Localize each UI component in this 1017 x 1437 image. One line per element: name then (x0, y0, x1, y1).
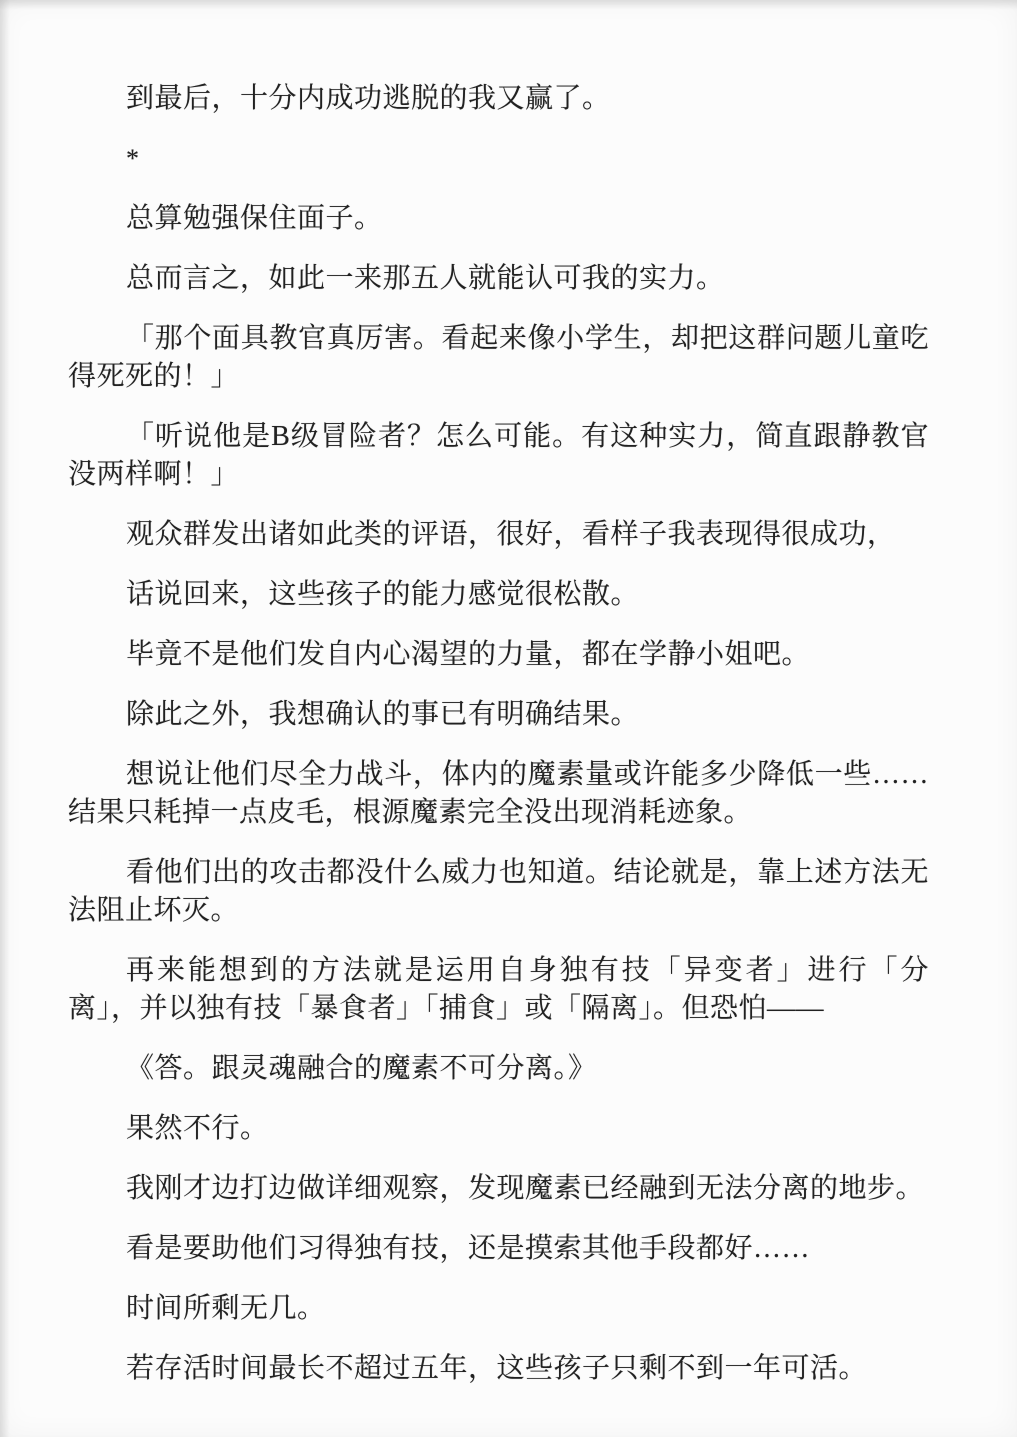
paragraph-18: 时间所剩无几。 (126, 1293, 326, 1324)
paragraph-8: 话说回来，这些孩子的能力感觉很松散。 (126, 579, 640, 610)
paragraph-11: 想说让他们尽全力战斗，体内的魔素量或许能多少降低一些……结果只耗掉一点皮毛，根源魔素完全没出现消耗迹象。 (68, 759, 929, 828)
paragraph-1: 到最后，十分内成功逃脱的我又赢了。 (126, 83, 611, 114)
paragraph-14-system-message: 《答。跟灵魂融合的魔素不可分离。》 (126, 1053, 597, 1084)
paragraph-15: 果然不行。 (126, 1113, 269, 1144)
paragraph-16: 我刚才边打边做详细观察，发现魔素已经融到无法分离的地步。 (126, 1173, 925, 1204)
paragraph-19: 若存活时间最长不超过五年，这些孩子只剩不到一年可活。 (126, 1353, 868, 1384)
paragraph-7: 观众群发出诸如此类的评语，很好，看样子我表现得很成功， (126, 519, 896, 550)
paragraph-6-dialogue: 「听说他是B级冒险者？怎么可能。有这种实力，简直跟静教官没两样啊！」 (68, 421, 929, 490)
section-separator: * (126, 144, 140, 173)
paragraph-4: 总而言之，如此一来那五人就能认可我的实力。 (126, 263, 725, 294)
paragraph-5-dialogue: 「那个面具教官真厉害。看起来像小学生，却把这群问题儿童吃得死死的！」 (68, 323, 929, 392)
paragraph-13: 再来能想到的方法就是运用自身独有技「异变者」进行「分离」，并以独有技「暴食者」「捕食」或「隔离」。但恐怕—— (68, 955, 929, 1024)
paragraph-12: 看他们出的攻击都没什么威力也知道。结论就是，靠上述方法无法阻止坏灭。 (68, 857, 929, 926)
paragraph-17: 看是要助他们习得独有技，还是摸索其他手段都好…… (126, 1233, 811, 1264)
paragraph-3: 总算勉强保住面子。 (126, 203, 383, 234)
paragraph-10: 除此之外，我想确认的事已有明确结果。 (126, 699, 640, 730)
paragraph-9: 毕竟不是他们发自内心渴望的力量，都在学静小姐吧。 (126, 639, 811, 670)
